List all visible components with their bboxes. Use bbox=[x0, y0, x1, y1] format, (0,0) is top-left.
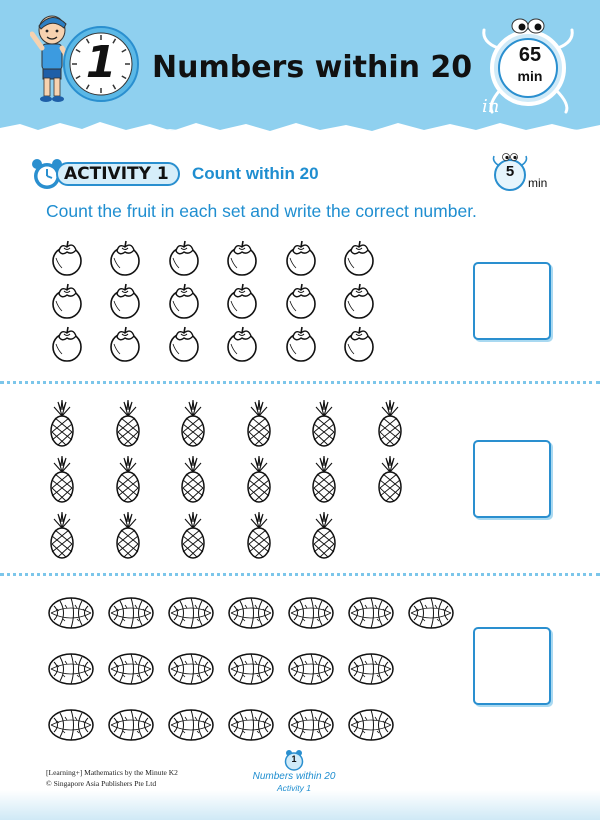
activity-label: ACTIVITY 1 bbox=[64, 164, 169, 184]
mangosteen-icon bbox=[164, 238, 204, 283]
watermelon-icon bbox=[347, 707, 395, 748]
pineapple-icon bbox=[375, 456, 405, 509]
footer-activity-label: Activity 1 bbox=[276, 783, 311, 793]
watermelon-icon bbox=[287, 707, 335, 748]
pineapple-icon bbox=[244, 512, 274, 565]
mangosteen-icon bbox=[105, 324, 145, 369]
mangosteen-icon bbox=[222, 324, 262, 369]
mangosteen-icon bbox=[222, 281, 262, 326]
pineapple-icon bbox=[244, 456, 274, 509]
credit-line: [Learning+] Mathematics by the Minute K2 bbox=[46, 768, 178, 777]
activity-title: Count within 20 bbox=[192, 164, 319, 183]
watermelon-icon bbox=[47, 651, 95, 692]
footer-band bbox=[0, 790, 600, 820]
section-divider bbox=[0, 381, 600, 384]
watermelon-icon bbox=[227, 595, 275, 636]
mangosteen-icon bbox=[105, 238, 145, 283]
watermelon-icon bbox=[407, 595, 455, 636]
mangosteen-icon bbox=[339, 281, 379, 326]
total-time-unit: min bbox=[517, 68, 543, 84]
watermelon-icon bbox=[167, 595, 215, 636]
watermelon-icon bbox=[107, 707, 155, 748]
mangosteen-icon bbox=[105, 281, 145, 326]
pineapple-icon bbox=[113, 400, 143, 453]
watermelon-icon bbox=[227, 707, 275, 748]
mangosteen-icon bbox=[47, 281, 87, 326]
section-divider bbox=[0, 573, 600, 576]
activity-time-value: 5 bbox=[505, 163, 515, 180]
pineapple-icon bbox=[309, 400, 339, 453]
pineapple-icon bbox=[47, 456, 77, 509]
pineapple-icon bbox=[309, 512, 339, 565]
pineapple-icon bbox=[178, 512, 208, 565]
page-number: 1 bbox=[291, 754, 297, 764]
mangosteen-icon bbox=[281, 238, 321, 283]
copyright-line: © Singapore Asia Publishers Pte Ltd bbox=[46, 779, 157, 788]
mangosteen-icon bbox=[164, 281, 204, 326]
mangosteen-icon bbox=[222, 238, 262, 283]
chapter-number: 1 bbox=[85, 37, 117, 88]
pineapple-icon bbox=[375, 400, 405, 453]
watermelon-icon bbox=[227, 651, 275, 692]
watermelon-icon bbox=[287, 595, 335, 636]
pineapple-icon bbox=[113, 456, 143, 509]
watermelon-icon bbox=[347, 651, 395, 692]
mangosteen-icon bbox=[339, 324, 379, 369]
mangosteen-icon bbox=[281, 324, 321, 369]
watermelon-icon bbox=[47, 707, 95, 748]
watermelon-icon bbox=[167, 651, 215, 692]
instruction-text: Count the fruit in each set and write the correct number. bbox=[46, 201, 477, 221]
total-time-value: 65 bbox=[518, 44, 542, 66]
in-label: in bbox=[482, 96, 500, 117]
mangosteen-icon bbox=[47, 324, 87, 369]
mangosteen-icon bbox=[164, 324, 204, 369]
answer-box-set-1[interactable] bbox=[473, 262, 551, 340]
pineapple-icon bbox=[309, 456, 339, 509]
watermelon-icon bbox=[167, 707, 215, 748]
pineapple-icon bbox=[113, 512, 143, 565]
answer-box-set-3[interactable] bbox=[473, 627, 551, 705]
watermelon-icon bbox=[107, 651, 155, 692]
footer-chapter-title: Numbers within 20 bbox=[252, 771, 336, 782]
mangosteen-icon bbox=[339, 238, 379, 283]
pineapple-icon bbox=[47, 512, 77, 565]
mangosteen-icon bbox=[281, 281, 321, 326]
pineapple-icon bbox=[178, 456, 208, 509]
pineapple-icon bbox=[178, 400, 208, 453]
mangosteen-icon bbox=[47, 238, 87, 283]
pineapple-icon bbox=[244, 400, 274, 453]
watermelon-icon bbox=[287, 651, 335, 692]
page-title: Numbers within 20 bbox=[152, 50, 473, 85]
torn-paper-edge bbox=[0, 118, 600, 148]
watermelon-icon bbox=[47, 595, 95, 636]
activity-time-unit: min bbox=[528, 176, 548, 190]
watermelon-icon bbox=[347, 595, 395, 636]
pineapple-icon bbox=[47, 400, 77, 453]
answer-box-set-2[interactable] bbox=[473, 440, 551, 518]
watermelon-icon bbox=[107, 595, 155, 636]
